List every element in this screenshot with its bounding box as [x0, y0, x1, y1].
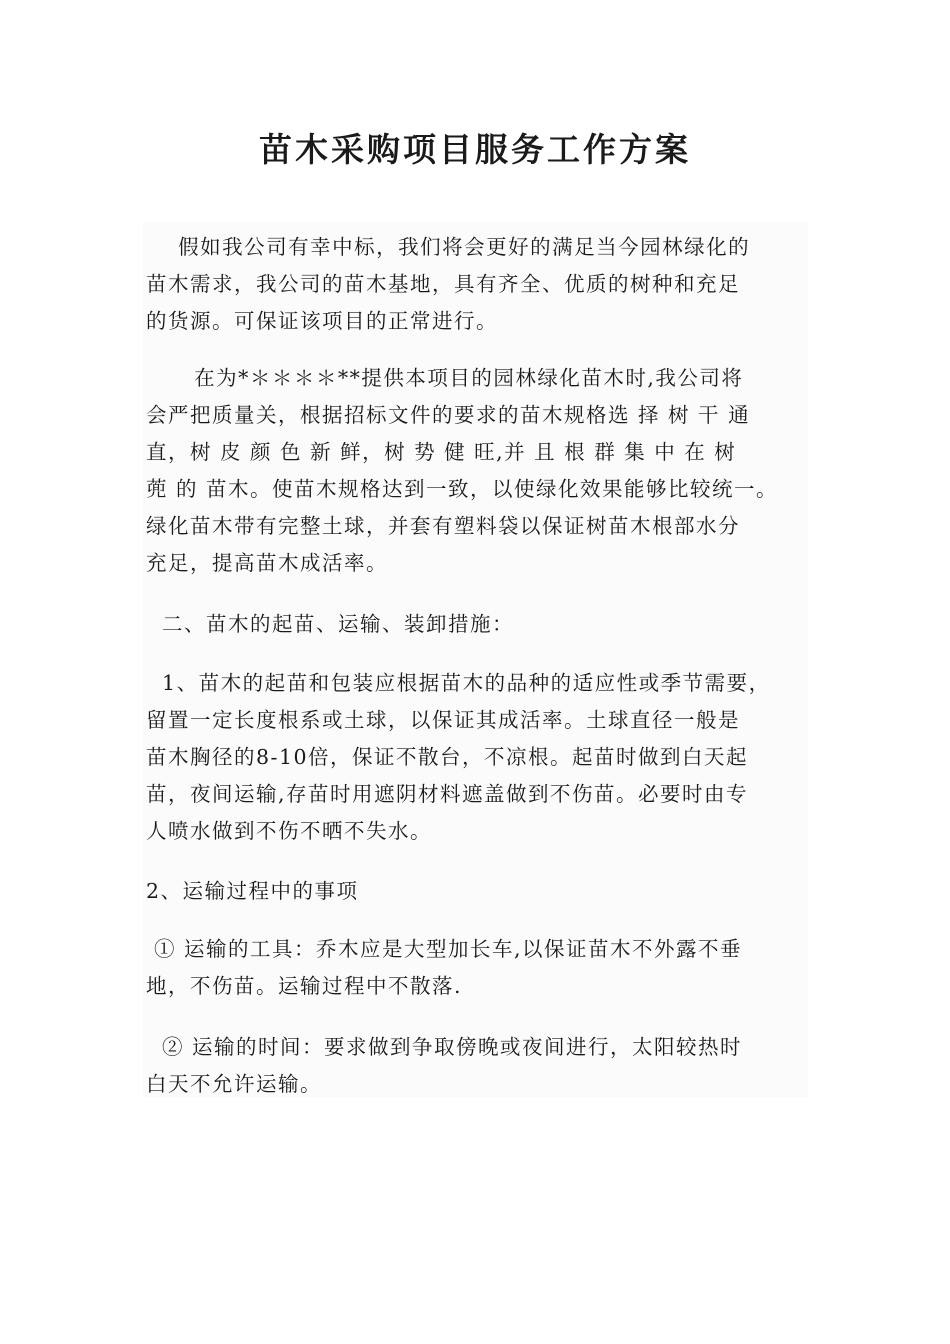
- text-line: 地，不伤苗。运输过程中不散落.: [146, 974, 463, 998]
- text-line: 绿化苗木带有完整土球，并套有塑料袋以保证树苗木根部水分: [146, 514, 740, 538]
- text-line: 1、苗木的起苗和包装应根据苗木的品种的适应性或季节需要，: [146, 671, 771, 695]
- text-line: 苗木胸径的8-10倍，保证不散台，不凉根。起苗时做到白天起: [146, 745, 749, 769]
- text-line: 2、运输过程中的事项: [146, 879, 359, 903]
- text-line: 留置一定长度根系或土球，以保证其成活率。土球直径一般是: [146, 708, 740, 732]
- text-line: 充足，提高苗木成活率。: [146, 551, 388, 575]
- paragraph-intro: [146, 229, 811, 340]
- text-line: 会严把质量关，根据招标文件的要求的苗木规格选 择 树 干 通: [146, 403, 751, 427]
- text-line: 在为*＊＊＊＊**提供本项目的园林绿化苗木时,我公司将: [146, 366, 744, 390]
- paragraph-transport-time: [146, 1029, 811, 1103]
- text-line: ① 运输的工具：乔木应是大型加长车,以保证苗木不外露不垂: [146, 937, 743, 961]
- text-line: 的货源。可保证该项目的正常进行。: [146, 309, 498, 333]
- text-line: 苗，夜间运输,存苗时用遮阴材料遮盖做到不伤苗。必要时由专: [146, 782, 749, 806]
- text-line: 苗木需求，我公司的苗木基地，具有齐全、优质的树种和充足: [146, 272, 740, 296]
- text-line: 白天不允许运输。: [146, 1072, 322, 1096]
- subheading-transport: [146, 873, 811, 910]
- text-line: 人喷水做到不伤不晒不失水。: [146, 819, 432, 843]
- paragraph-lifting: [146, 665, 811, 850]
- paragraph-quality: [146, 360, 811, 582]
- text-line: 二、苗木的起苗、运输、装卸措施：: [146, 612, 515, 636]
- section-heading-2: [146, 606, 811, 643]
- document-title: 苗木采购项目服务工作方案: [259, 130, 691, 169]
- text-line: 直，树 皮 颜 色 新 鲜，树 势 健 旺,并 且 根 群 集 中 在 树: [146, 440, 737, 464]
- text-line: ② 运输的时间：要求做到争取傍晚或夜间进行，太阳较热时: [146, 1035, 743, 1059]
- text-line: 假如我公司有幸中标，我们将会更好的满足当今园林绿化的: [146, 235, 751, 259]
- text-line: 蔸 的 苗木。使苗木规格达到一致，以使绿化效果能够比较统一。: [146, 477, 779, 501]
- paragraph-transport-tools: [146, 931, 811, 1005]
